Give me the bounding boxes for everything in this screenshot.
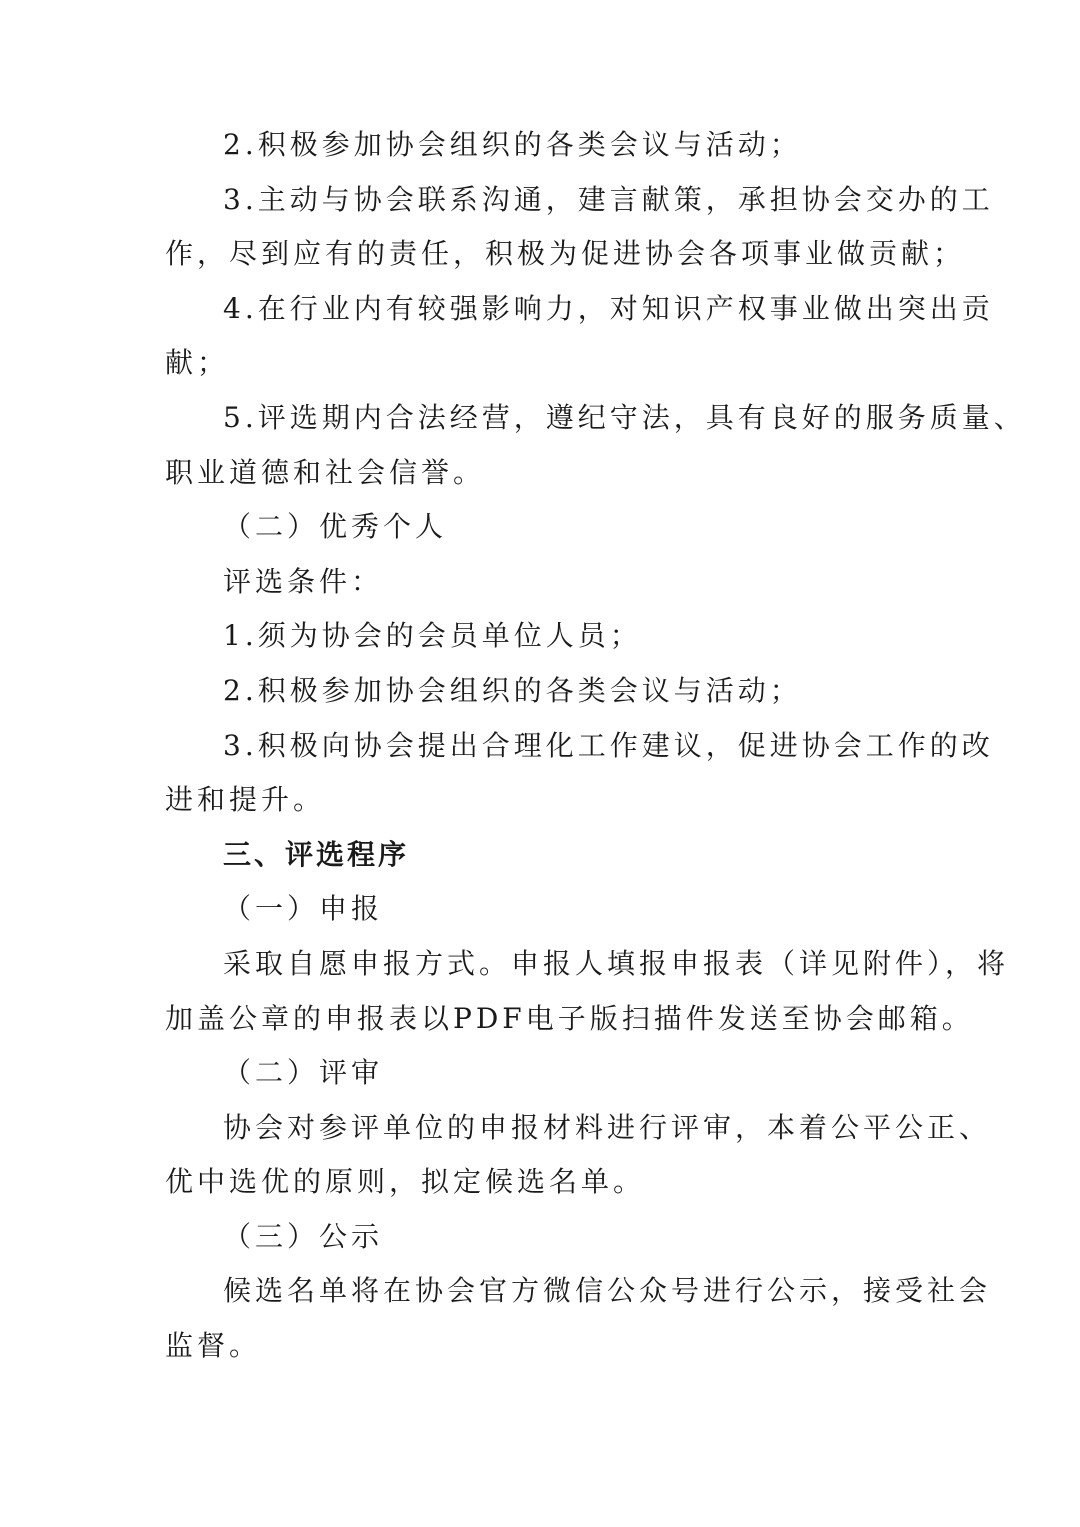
criteria-item-2: 2.积极参加协会组织的各类会议与活动；	[223, 128, 802, 161]
criteria-item-5-line-2: 职业道德和社会信誉。	[165, 455, 486, 489]
publicity-text-line-2: 监督。	[165, 1329, 262, 1363]
application-text-line-2: 加盖公章的申报表以PDF电子版扫描件发送至协会邮箱。	[165, 1001, 974, 1035]
subsection-title-review: （二）评审	[223, 1056, 384, 1090]
subsection-title-individual: （二）优秀个人	[223, 510, 448, 544]
section-heading-procedure: 三、评选程序	[223, 837, 410, 871]
criteria-item-3-line-1: 3.主动与协会联系沟通，建言献策，承担协会交办的工	[223, 182, 994, 216]
application-text-line-1: 采取自愿申报方式。申报人填报申报表（详见附件），将	[223, 946, 1010, 980]
individual-item-3-line-2: 进和提升。	[165, 783, 326, 817]
subsection-title-publicity: （三）公示	[223, 1219, 384, 1253]
individual-item-3-line-1: 3.积极向协会提出合理化工作建议，促进协会工作的改	[223, 728, 994, 762]
criteria-item-4-line-1: 4.在行业内有较强影响力，对知识产权事业做出突出贡	[223, 291, 994, 325]
individual-item-2: 2.积极参加协会组织的各类会议与活动；	[223, 673, 802, 707]
review-text-line-2: 优中选优的原则，拟定候选名单。	[165, 1165, 646, 1199]
publicity-text-line-1: 候选名单将在协会官方微信公众号进行公示，接受社会	[223, 1274, 992, 1308]
individual-criteria-label: 评选条件：	[223, 564, 384, 598]
criteria-item-4-line-2: 献；	[165, 346, 230, 380]
criteria-item-5-line-1: 5.评选期内合法经营，遵纪守法，具有良好的服务质量、	[223, 400, 1026, 434]
individual-item-1: 1.须为协会的会员单位人员；	[223, 619, 642, 653]
criteria-item-3-line-2: 作，尽到应有的责任，积极为促进协会各项事业做贡献；	[165, 237, 966, 271]
review-text-line-1: 协会对参评单位的申报材料进行评审，本着公平公正、	[223, 1110, 992, 1144]
subsection-title-application: （一）申报	[223, 892, 384, 926]
document-body	[165, 118, 1026, 1374]
